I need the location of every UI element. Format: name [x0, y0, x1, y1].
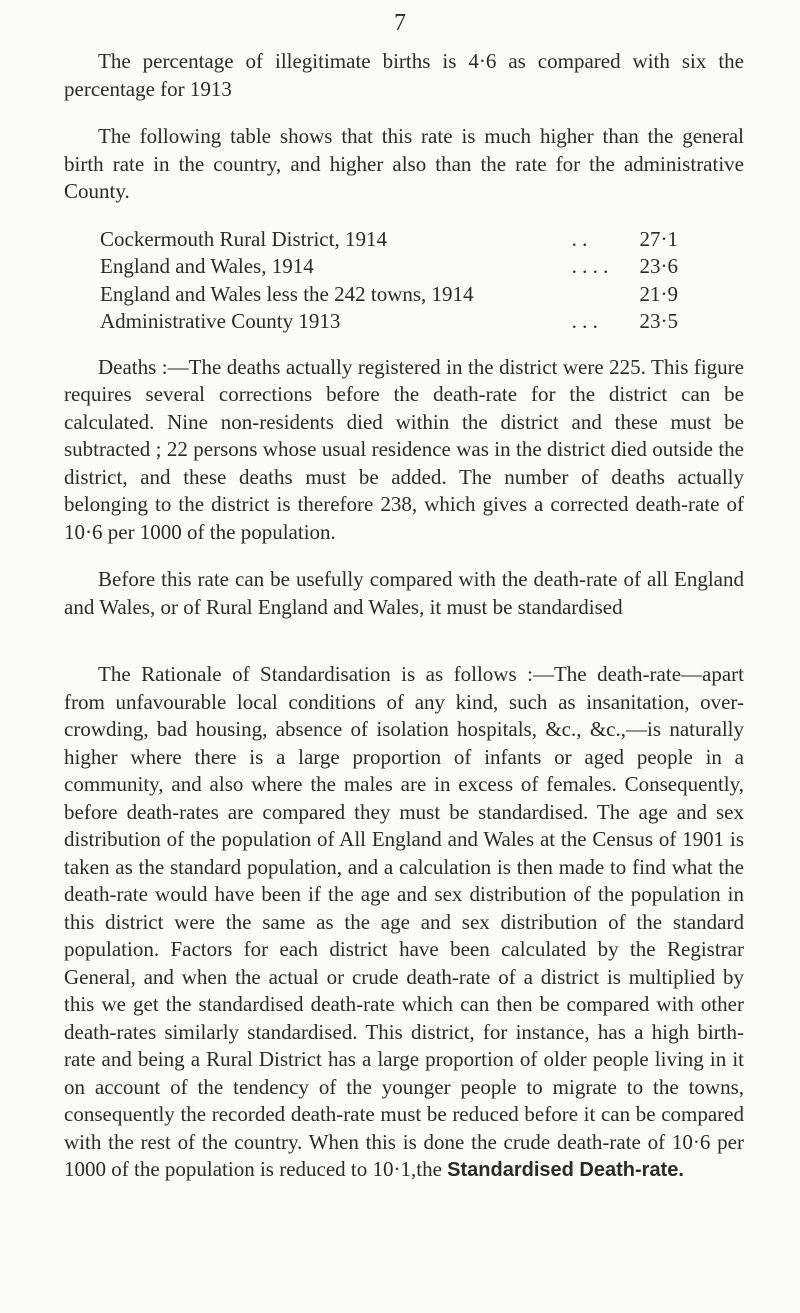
page-body — [64, 48, 744, 1185]
rate-label: England and Wales, 1914 — [100, 254, 314, 278]
rate-leader: . . — [571, 226, 588, 251]
rate-label: Administrative County 1913 — [100, 309, 341, 333]
paragraph-standardisation-rationale — [64, 661, 744, 1185]
paragraph-standardise-note: Before this rate can be usefully compared with the death-rate of all England and Wales, or of Rural England and Wales, it must be standardised — [64, 567, 744, 619]
paragraph-table-intro: The following table shows that this rate is much higher than the general birth rate in the country, and higher also than the rate for the administrative County. — [64, 124, 744, 203]
standardised-death-rate-heading: Standardised Death-rate. — [447, 1159, 684, 1181]
rate-leader: . . . — [571, 309, 598, 333]
table-row — [100, 226, 678, 254]
rate-value: 23·5 — [639, 309, 678, 333]
table-row — [100, 281, 678, 309]
rationale-text: The Rationale of Standardisation is as follows :—The death-rate—apart from unfavourable local conditions of any kind, such as insanitation, over-crowding, bad housing, absence of isolation hospitals, &c., &c.,—is naturally higher where there is a large proportion of infants or aged people in a community, and also where the males are in excess of females. Consequently, before death-rates are compared they must be standardised. The age and sex distribution of the population of All England and Wales at the Census of 1901 is taken as the standard population, and a calculation is then made to find what the death-rate would have been if the age and sex distribution of the population in this district were the same as the age and sex distribution of the standard population. Factors for each district have been calculated by the Registrar General, and when the actual or crude death-rate of a district is multiplied by this we get the standardised death-rate which can then be compared with other death-rates similarly standardised. This district, for instance, has a high birth-rate and being a Rural District has a large proportion of older people living in it on account of the tendency of the younger people to migrate to the towns, consequently the recorded death-rate must be reduced before it can be compared with the rest of the country. When this is done the crude death-rate of 10·6 per 1000 of the population is reduced to 10·1,the — [64, 662, 744, 1181]
table-row — [100, 308, 678, 336]
rate-value: 23·6 — [639, 254, 678, 278]
birth-rate-table — [100, 226, 678, 336]
rate-label: England and Wales less the 242 towns, 1914 — [100, 281, 474, 306]
paragraph-illegitimate-births: The percentage of illegitimate births is 4·6 as compared with six the percentage for 1913 — [64, 49, 744, 101]
rate-value: 27·1 — [639, 226, 678, 251]
rate-value: 21·9 — [639, 281, 678, 306]
paragraph-deaths: Deaths :—The deaths actually registered in the district were 225. This figure requires several corrections before the death-rate for the district can be calculated. Nine non-residents died within the district and these must be subtracted ; 22 persons whose usual residence was in the district died outside the district, and these deaths must be added. The number of deaths actually belonging to the district is therefore 238, which gives a corrected death-rate of 10·6 per 1000 of the population. — [64, 354, 744, 544]
rate-leader: . . . . — [571, 254, 609, 278]
page-number: 7 — [394, 10, 406, 36]
table-row — [100, 253, 678, 281]
rate-label: Cockermouth Rural District, 1914 — [100, 226, 387, 251]
rate-leader — [572, 281, 618, 309]
